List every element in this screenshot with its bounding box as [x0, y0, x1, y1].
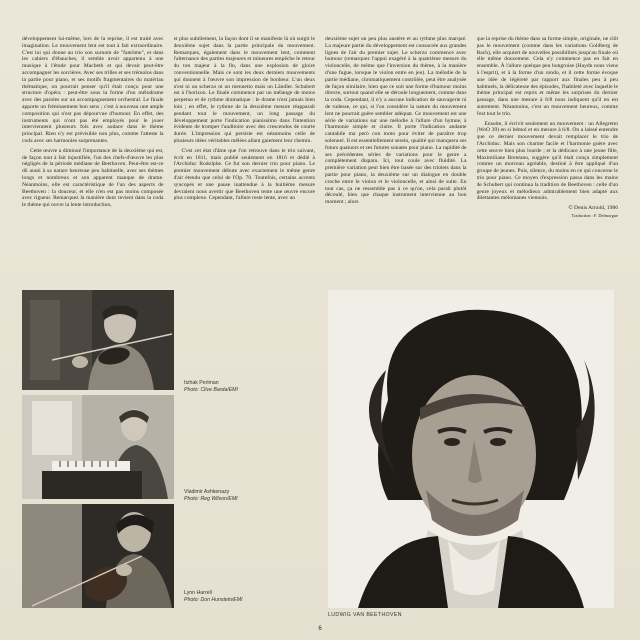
paragraph: deuxième sujet un peu plus austère et au rythme plus marqué. La majeure partie du développement est consacrée aux grandes lignes de l'air du premier sujet. Le scherzo commence avec humour (remarquez l'appui exagéré à la quatrième mesure du violoncelle, de même que l'inversion du thème, à la manière d'une fugue, lorsque le violon entre en jeu). La mélodie de la partie médiane, chromatiquement contrôlée, peut être analysée de façon similaire, bien que ce soit une forme d'humour moins directe, surtout quand elle se déroule longuement, comme dans la coda. Cependant, il n'y a aucune indication de sauvagerie ni de rudesse, ce qui, si l'on considère la nature du mouvement lent ne pourrait guère sembler adéquat. Ce mouvement est une série de variations sur une mélodie à l'allure d'un hymne, à l'harmonie simple et claire. Il porte l'indication andante cantabile ma però con moto pour éviter de paraître trop solennel. Il est essentiellement serein, qualité qui manquera ses futurs quatuors et ses futures sonates pour piano. La rapidité de ses précédentes séries de variations pour le genre a complètement disparu. Ici, tout coule avec fluidité. La première variation peut bien être basée sur des triolets dans la partie pour piano, la deuxième sur un dialogue en double croche entre le violon et le violoncelle, et ainsi de suite. En tout cas, ça ne ressemble pas à ce qu'on, cela paraît plutôt découlé, bien que chaque instrument intervienne au bon moment ; alors — [325, 36, 467, 206]
caption-credit: Photo: Don Hunstein/EMI — [184, 596, 243, 603]
paragraph: Cette œuvre a diminué l'importance de la deuxième qui est, de façon tout à fait injustifiée, l'un des chefs-d'œuvre les plus négligés de la période médiane de Beethoven. Peut-être est-ce dû aussi à sa nature heureuse peu habituelle, avec ses thèmes longs et nombreux et son apparent manque de drame. Néanmoins, elle est caractéristique de l'un des aspects de Beethoven : la douceur, et elle n'en est pas moins composée avec rigueur. Remarquez la manière dont revient dans la coda le thème qui ouvre la lente introduction, — [22, 147, 164, 209]
text-column-3 — [325, 36, 467, 294]
caption-credit: Photo: Reg Wilson/EMI — [184, 495, 238, 502]
text-column-1 — [22, 36, 164, 294]
caption-ashkenazy — [184, 489, 238, 502]
paragraph: que la reprise du thème dans sa forme simple, originale, ne clôt pas le mouvement (comme dans les variations Goldberg de Bach), elle acquiert de nouvelles possibilités jusqu'au finale où elle même doucement. Cela n'y commence pas en fait en ensemble. À l'allure quelque peu hongroise (Haydn nous viens à l'esprit), et à la forme d'un rondo, et il cette forme évoque une idée de légèreté par rapport aux finales peu à peu habituels, la délicatesse des épisodes, l'habileté avec laquelle le thème principal est repris et même les surprises du dernier passage, dans une mesure à 6/8 nous indiquent qu'il en est autrement. Néanmoins, c'est un mouvement heureux, comme l'est tout le trio. — [476, 36, 618, 117]
page-number: 6 — [318, 626, 322, 632]
paragraph: Ensuite, il écrivit seulement un mouvement : un Allegretto (WoO 39) en si bémol et en mesure à 6/8. On a laissé entendre que ce dernier mouvement devait remplacer le trio de l'Archiduc. Mais son charme facile et l'harmonie guère avec cette œuvre bien plus lourde ; et la dédicace à une jeune fille, Maximiliane Brentano, suggère qu'il était conçu simplement comme un morceau agréable, destiné à être appliqué d'un groupe de jeunes. Puis, silence, du moins en ce qui concerne le trio pour piano. Ce moyen d'expression passa dans les mains de Schubert qui continua la tradition de Beethoven : celle d'un genre joyeux et mélodieux admirablement bien adapté aux dilettantes mélomanes viennois. — [476, 120, 618, 202]
text-column-2 — [174, 36, 316, 294]
caption-name: Vladimir Ashkenazy — [184, 489, 230, 495]
paragraph: C'est cet état d'âme que l'on retrouve dans le trio suivant, écrit en 1811, mais publié seulement en 1816 et dédié à l'Archiduc Rodolphe. Ce fut son dernier trio pour piano. Le premier mouvement débute avec exactement le même genre d'air étendu que celui de l'Op. 70. Toutefois, certains accents syncopés et une pause inattendue à la huitième mesure devraient nous avertir que Beethoven tente une œuvre encore plus complexe. Cependant, l'allure reste lente, avec un — [173, 147, 315, 202]
caption-name: Lynn Harrell — [184, 590, 212, 596]
text-column-4 — [477, 36, 619, 294]
caption-harrell — [184, 590, 243, 603]
caption-portrait: LUDWIG VAN BEETHOVEN — [328, 612, 402, 618]
paragraph: développement lui-même, lors de la reprise, il est traité avec imagination. Le mouvement lent est tout à fait extraordinaire. C'est lui qui donne au trio son surnom de "fantôme", et dans les cahiers d'ébauches, il semble avoir appartenu à une musique à l'étude pour Macbeth et qui devait peut-être accompagner les sorcières. Avec ses trilles et ses trémolos dans la partie pour piano, et ses motifs fragmentaires du matériau thématique, on pourrait penser qu'il était conçu pour une structure d'opéra : peut-être sous la forme d'un mélodrame avec des paroles sur un accompagnement orchestral. Le finale apporte un frémissement bon sens ; c'est à nouveau une ample composition qui n'est pas dépourvue d'humour. En effet, des instruments qui n'ont pas été employés pour le jouer interviennent plusieurs fois avec audace dans le thème principal. Rien n'y est prévisible non plus, comme l'atteste la coda avec ses harmonies surprenantes. — [22, 36, 164, 144]
photo-pianist — [22, 395, 174, 499]
author-signature: © Denis Arnold, 1986 — [568, 205, 618, 212]
caption-perlman — [184, 380, 238, 393]
photo-violinist — [22, 290, 174, 390]
caption-credit: Photo: Clive Barda/EMI — [184, 386, 238, 393]
translator-credit: Traduction : F. Delmorgue — [571, 212, 618, 218]
caption-name: Itzhak Perlman — [184, 380, 219, 386]
text-columns — [22, 36, 618, 294]
photo-cellist — [22, 504, 174, 608]
portrait-beethoven — [328, 290, 614, 608]
paragraph: et plus subtilement, la façon dont il se manifeste là où surgit le deuxième sujet dans la partie principale du mouvement. Remarquez, également dans le mouvement lent, comment l'alternance des parties majeures et mineures empêche le retour du ton majeur à la fin, dans une explosion de gloire conventionnelle. Mais ce sont les deux derniers mouvements qui donnent à l'œuvre son impression de bonheur. L'un deux n'est ni un scherzo ni un menuetto mais un Ländler. Schubert est à l'horizon. Le finale commence par un mélange de motos perpetuo et de rythme dramatique : le drame n'est jamais bien loin ; en effet, le rythme de la deuxième mesure réapparaît pendant tout le mouvement, un long passage du développement porte l'indication pianissimo dans l'intention évidente de tromper l'auditoire avec des crescendos de courte durée. L'impression qui persiste est néanmoins celle de plusieurs idées véritables mêlées allant gaiement leur chemin. — [173, 36, 315, 144]
